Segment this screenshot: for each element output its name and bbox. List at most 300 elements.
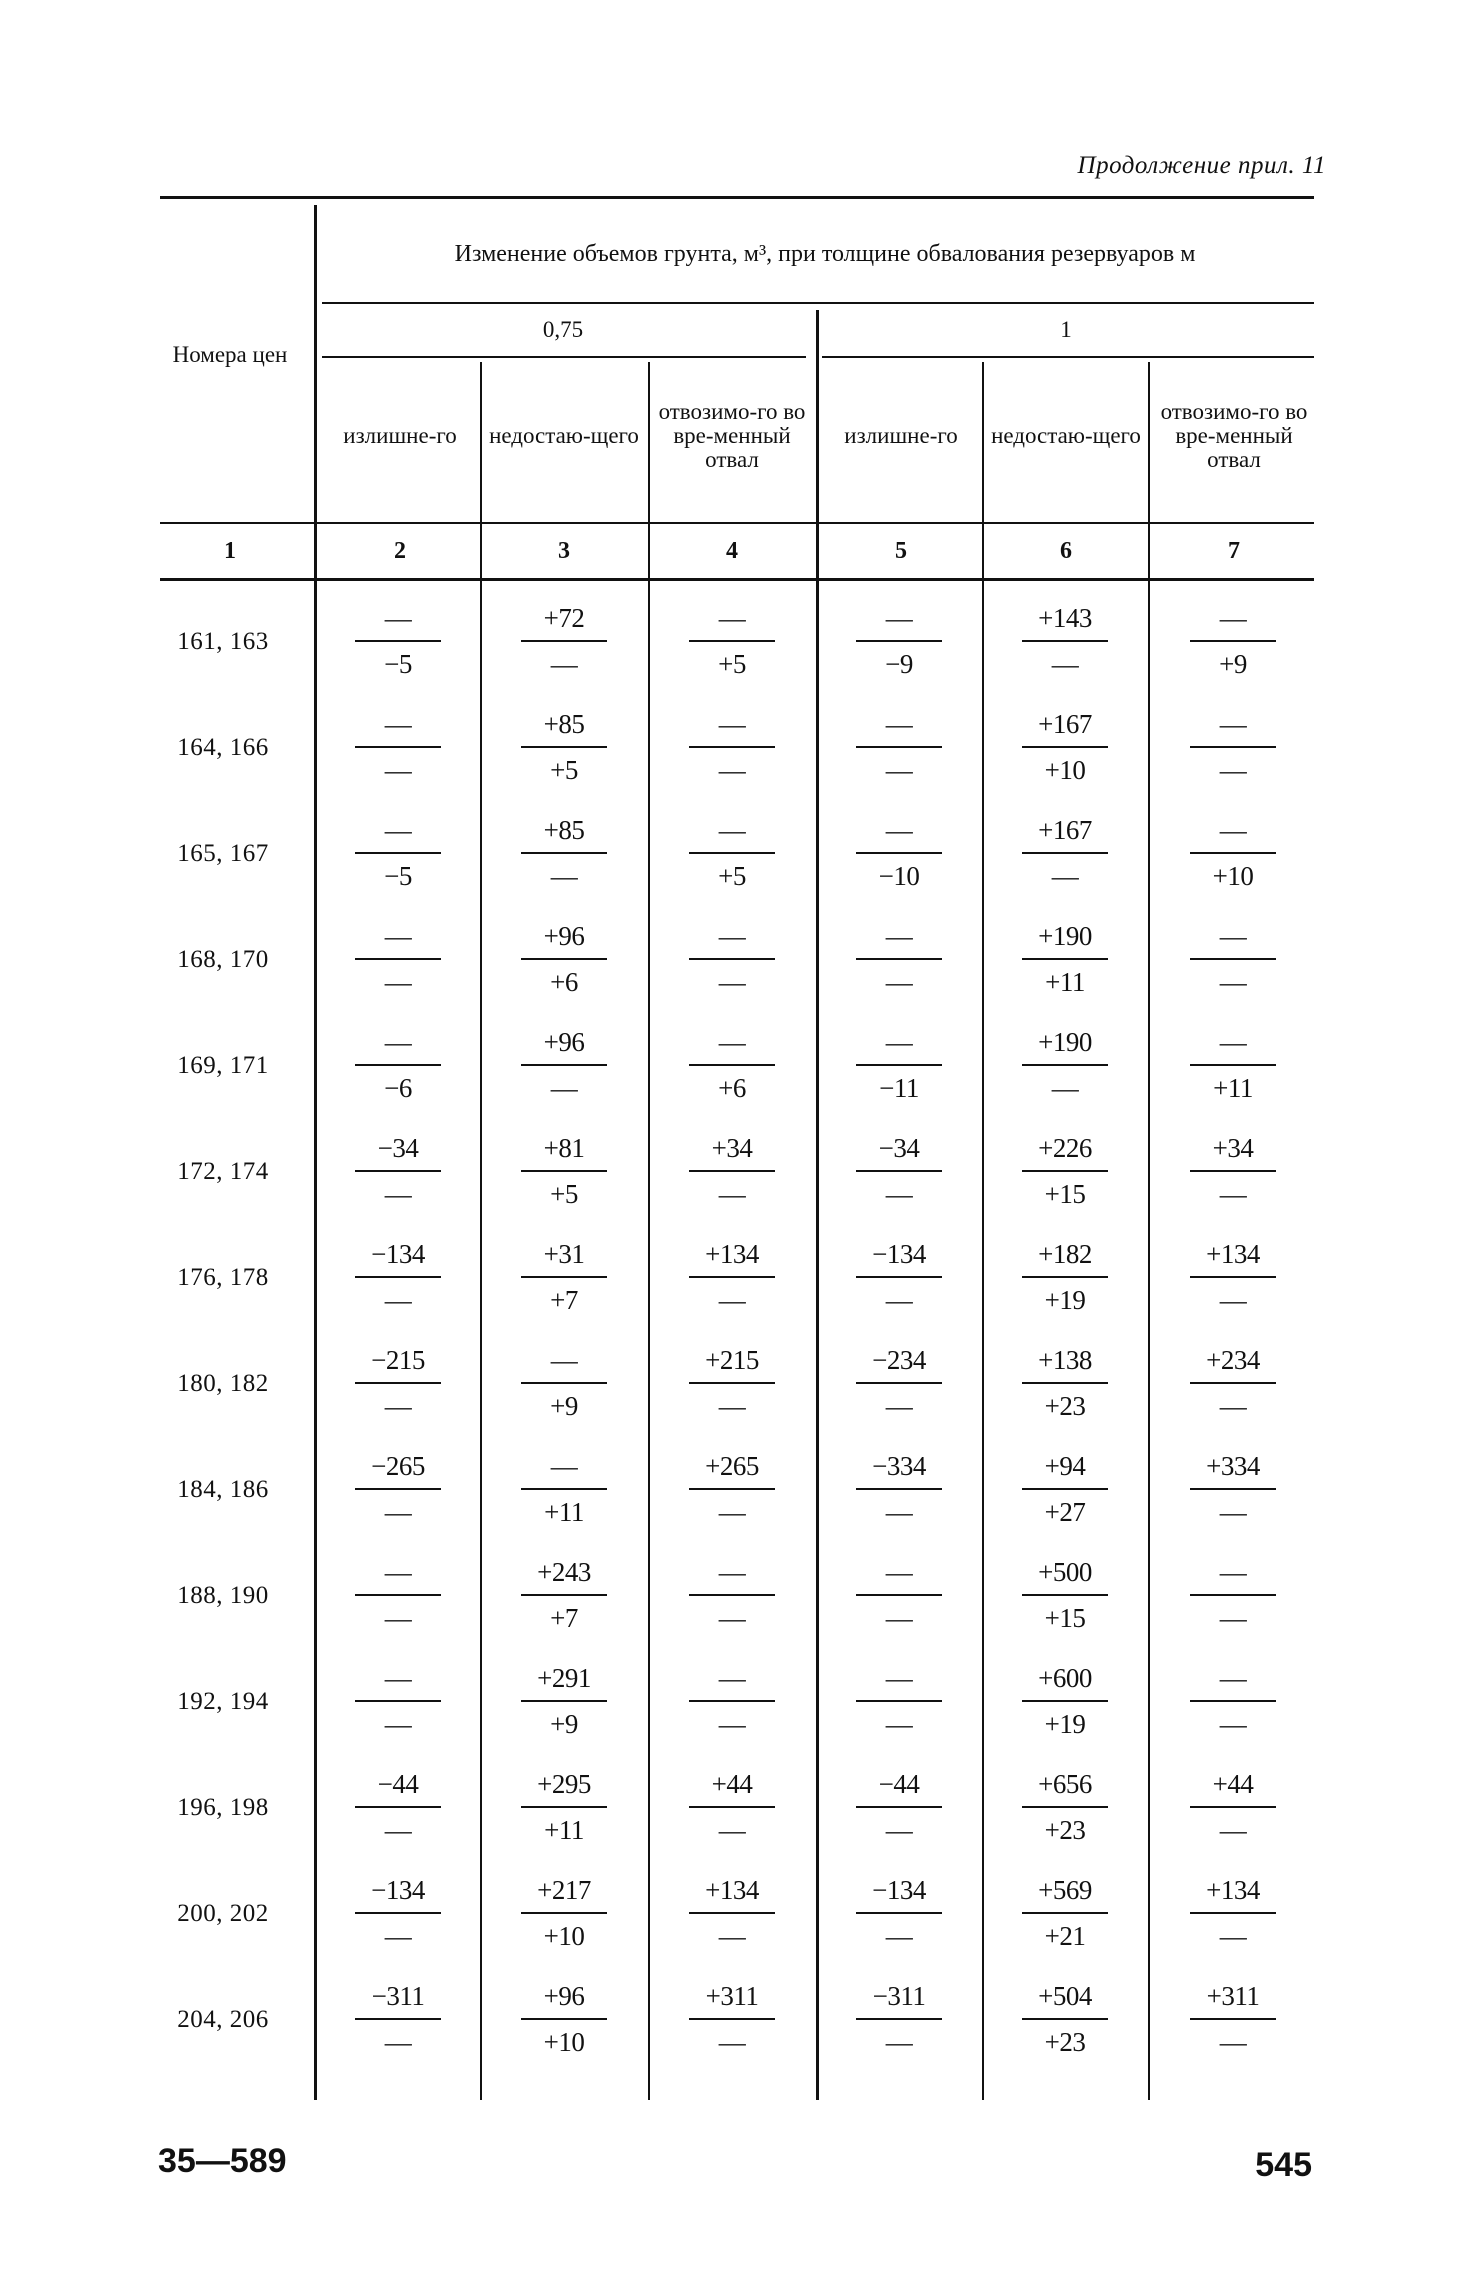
- cell-denominator: +11: [1045, 967, 1085, 997]
- fraction-bar: [355, 1276, 441, 1278]
- cell-denominator: —: [1219, 755, 1247, 785]
- cell-numerator: +243: [537, 1557, 591, 1587]
- cell-numerator: +311: [705, 1981, 759, 2011]
- cell-denominator: +7: [550, 1603, 578, 1633]
- cell-numerator: −134: [371, 1239, 425, 1269]
- fraction-bar: [689, 1806, 775, 1808]
- fraction-bar: [521, 1170, 607, 1172]
- cell-numerator: —: [1219, 815, 1247, 845]
- cell-numerator: —: [384, 1663, 412, 1693]
- cell-numerator: −44: [878, 1769, 920, 1799]
- row-label-header: Номера цен: [172, 341, 288, 367]
- cell-denominator: +10: [543, 2027, 585, 2057]
- cell-denominator: —: [1051, 649, 1079, 679]
- fraction-bar: [856, 958, 942, 960]
- cell-denominator: —: [1219, 1179, 1247, 1209]
- cell-denominator: —: [1219, 1921, 1247, 1951]
- cell-numerator: +182: [1038, 1239, 1092, 1269]
- fraction-bar: [355, 1912, 441, 1914]
- cell-numerator: +167: [1038, 709, 1092, 739]
- cell-denominator: —: [885, 967, 913, 997]
- fraction-cell: [856, 707, 942, 789]
- row-label: 168, 170: [177, 946, 269, 973]
- column-number-7: 7: [1228, 538, 1240, 565]
- fraction-bar: [1022, 1700, 1108, 1702]
- fraction-cell: [1190, 601, 1276, 683]
- cell-denominator: +19: [1044, 1285, 1086, 1315]
- fraction-cell: [856, 1343, 942, 1425]
- cell-denominator: —: [1219, 1603, 1247, 1633]
- cell-denominator: +5: [550, 1179, 578, 1209]
- column-number-5: 5: [895, 538, 907, 565]
- fraction-cell: [355, 1873, 441, 1955]
- continuation-label: Продолжение прил. 11: [1077, 152, 1326, 179]
- fraction-cell: [355, 919, 441, 1001]
- cell-numerator: —: [718, 603, 746, 633]
- cell-numerator: +34: [1212, 1133, 1254, 1163]
- fraction-cell: [1190, 919, 1276, 1001]
- fraction-bar: [521, 958, 607, 960]
- cell-denominator: +5: [550, 755, 578, 785]
- cell-numerator: −134: [371, 1875, 425, 1905]
- cell-numerator: —: [718, 709, 746, 739]
- fraction-bar: [689, 1276, 775, 1278]
- fraction-bar: [856, 640, 942, 642]
- fraction-cell: [521, 1873, 607, 1955]
- cell-numerator: +143: [1038, 603, 1092, 633]
- page-number: 545: [1255, 2146, 1312, 2184]
- cell-numerator: +226: [1038, 1133, 1092, 1163]
- cell-denominator: +5: [718, 861, 746, 891]
- fraction-bar: [689, 1170, 775, 1172]
- cell-denominator: —: [384, 2027, 412, 2057]
- cell-denominator: —: [1219, 2027, 1247, 2057]
- fraction-bar: [521, 1594, 607, 1596]
- fraction-bar: [689, 1064, 775, 1066]
- fraction-cell: [856, 813, 942, 895]
- fraction-bar: [521, 852, 607, 854]
- vrule-2: [480, 362, 482, 2100]
- cell-numerator: —: [1219, 709, 1247, 739]
- cell-numerator: −44: [377, 1769, 419, 1799]
- fraction-bar: [355, 1064, 441, 1066]
- fraction-cell: [355, 1661, 441, 1743]
- cell-numerator: —: [1219, 921, 1247, 951]
- fraction-cell: [689, 1131, 775, 1213]
- row-label: 196, 198: [177, 1794, 269, 1821]
- cell-numerator: −311: [872, 1981, 926, 2011]
- cell-numerator: —: [384, 603, 412, 633]
- fraction-cell: [1190, 1661, 1276, 1743]
- cell-denominator: —: [384, 1285, 412, 1315]
- row-label: 176, 178: [177, 1264, 269, 1291]
- fraction-cell: [1022, 1025, 1108, 1107]
- column-number-1: 1: [224, 538, 236, 565]
- fraction-cell: [689, 601, 775, 683]
- cell-numerator: +72: [543, 603, 585, 633]
- rule-column-numbers-bottom: [160, 578, 1314, 581]
- fraction-bar: [521, 1806, 607, 1808]
- cell-denominator: —: [885, 1709, 913, 1739]
- subcol-header-5: излишне-го: [844, 422, 958, 448]
- cell-denominator: +9: [1219, 649, 1247, 679]
- fraction-cell: [1022, 1237, 1108, 1319]
- cell-numerator: −34: [377, 1133, 419, 1163]
- fraction-cell: [689, 707, 775, 789]
- fraction-cell: [521, 1767, 607, 1849]
- cell-denominator: —: [885, 755, 913, 785]
- cell-denominator: −11: [879, 1073, 919, 1103]
- column-number-3: 3: [558, 538, 570, 565]
- cell-denominator: —: [885, 1391, 913, 1421]
- vrule-3: [648, 362, 650, 2100]
- cell-denominator: +11: [544, 1815, 584, 1845]
- cell-numerator: —: [1219, 1663, 1247, 1693]
- cell-denominator: —: [384, 1179, 412, 1209]
- cell-denominator: +11: [1213, 1073, 1253, 1103]
- fraction-cell: [1190, 1237, 1276, 1319]
- cell-denominator: −10: [878, 861, 920, 891]
- cell-numerator: —: [1219, 1027, 1247, 1057]
- vrule-4: [816, 310, 819, 2100]
- fraction-cell: [856, 601, 942, 683]
- fraction-cell: [355, 1555, 441, 1637]
- fraction-cell: [689, 1237, 775, 1319]
- cell-numerator: +190: [1038, 921, 1092, 951]
- cell-denominator: —: [718, 1709, 746, 1739]
- cell-denominator: —: [1219, 1391, 1247, 1421]
- fraction-cell: [1022, 1661, 1108, 1743]
- fraction-bar: [689, 746, 775, 748]
- group-header-075: 0,75: [542, 316, 584, 342]
- fraction-cell: [521, 1661, 607, 1743]
- row-label: 172, 174: [177, 1158, 269, 1185]
- fraction-cell: [355, 1767, 441, 1849]
- row-label: 188, 190: [177, 1582, 269, 1609]
- cell-denominator: —: [718, 755, 746, 785]
- fraction-bar: [856, 1276, 942, 1278]
- fraction-bar: [1022, 1806, 1108, 1808]
- fraction-cell: [1190, 813, 1276, 895]
- fraction-bar: [1190, 1806, 1276, 1808]
- cell-numerator: −134: [872, 1875, 926, 1905]
- cell-numerator: +96: [543, 921, 585, 951]
- fraction-cell: [1022, 1979, 1108, 2061]
- row-label: 200, 202: [177, 1900, 269, 1927]
- fraction-bar: [521, 1064, 607, 1066]
- fraction-cell: [355, 707, 441, 789]
- fraction-bar: [689, 852, 775, 854]
- fraction-bar: [1022, 1912, 1108, 1914]
- cell-numerator: —: [718, 1027, 746, 1057]
- rule-top: [160, 196, 1314, 199]
- fraction-cell: [689, 1555, 775, 1637]
- cell-numerator: +44: [1212, 1769, 1254, 1799]
- fraction-bar: [521, 1276, 607, 1278]
- cell-denominator: −5: [384, 649, 412, 679]
- cell-numerator: —: [384, 709, 412, 739]
- cell-numerator: +190: [1038, 1027, 1092, 1057]
- fraction-cell: [521, 919, 607, 1001]
- fraction-cell: [1022, 1449, 1108, 1531]
- cell-numerator: +295: [537, 1769, 591, 1799]
- cell-denominator: +9: [550, 1709, 578, 1739]
- cell-numerator: —: [718, 1663, 746, 1693]
- fraction-bar: [856, 2018, 942, 2020]
- cell-denominator: —: [718, 1921, 746, 1951]
- fraction-cell: [856, 1873, 942, 1955]
- fraction-cell: [1190, 1555, 1276, 1637]
- fraction-cell: [689, 813, 775, 895]
- fraction-cell: [1190, 1979, 1276, 2061]
- cell-denominator: —: [718, 1497, 746, 1527]
- cell-denominator: —: [384, 755, 412, 785]
- fraction-bar: [521, 1488, 607, 1490]
- cell-denominator: +27: [1044, 1497, 1086, 1527]
- cell-numerator: −234: [872, 1345, 926, 1375]
- cell-denominator: +15: [1044, 1179, 1086, 1209]
- fraction-bar: [1022, 852, 1108, 854]
- fraction-cell: [521, 1343, 607, 1425]
- fraction-cell: [1022, 1343, 1108, 1425]
- fraction-cell: [355, 601, 441, 683]
- cell-numerator: +265: [705, 1451, 759, 1481]
- cell-denominator: —: [1219, 1709, 1247, 1739]
- fraction-cell: [1022, 1555, 1108, 1637]
- cell-numerator: —: [384, 1027, 412, 1057]
- cell-denominator: +23: [1044, 2027, 1086, 2057]
- cell-denominator: —: [885, 1603, 913, 1633]
- cell-denominator: —: [550, 649, 578, 679]
- cell-numerator: +94: [1044, 1451, 1086, 1481]
- fraction-bar: [689, 640, 775, 642]
- fraction-bar: [1022, 958, 1108, 960]
- fraction-bar: [1190, 1170, 1276, 1172]
- fraction-cell: [355, 1131, 441, 1213]
- fraction-cell: [355, 1449, 441, 1531]
- fraction-bar: [689, 1488, 775, 1490]
- cell-numerator: —: [885, 1027, 913, 1057]
- fraction-bar: [1190, 1594, 1276, 1596]
- cell-denominator: +10: [1212, 861, 1254, 891]
- fraction-bar: [355, 640, 441, 642]
- fraction-bar: [1190, 958, 1276, 960]
- column-number-4: 4: [726, 538, 738, 565]
- fraction-bar: [689, 1912, 775, 1914]
- cell-numerator: —: [550, 1451, 578, 1481]
- cell-numerator: +504: [1038, 1981, 1092, 2011]
- fraction-cell: [856, 1237, 942, 1319]
- cell-numerator: —: [550, 1345, 578, 1375]
- cell-denominator: +6: [550, 967, 578, 997]
- fraction-bar: [856, 1488, 942, 1490]
- fraction-bar: [1190, 1912, 1276, 1914]
- cell-numerator: +85: [543, 815, 585, 845]
- fraction-bar: [1190, 746, 1276, 748]
- cell-numerator: +44: [711, 1769, 753, 1799]
- fraction-cell: [689, 1767, 775, 1849]
- fraction-bar: [355, 852, 441, 854]
- cell-numerator: −215: [371, 1345, 425, 1375]
- fraction-bar: [355, 1488, 441, 1490]
- fraction-cell: [856, 1555, 942, 1637]
- cell-denominator: —: [384, 1603, 412, 1633]
- cell-numerator: +217: [537, 1875, 591, 1905]
- cell-numerator: —: [885, 1663, 913, 1693]
- subcol-header-7: отвозимо-го во вре-менный отвал: [1160, 398, 1308, 473]
- rule-under-group-left: [322, 356, 806, 358]
- cell-denominator: —: [550, 861, 578, 891]
- cell-numerator: +500: [1038, 1557, 1092, 1587]
- cell-numerator: +81: [543, 1133, 585, 1163]
- fraction-cell: [1022, 1767, 1108, 1849]
- fraction-cell: [355, 813, 441, 895]
- cell-numerator: —: [1219, 1557, 1247, 1587]
- cell-denominator: —: [1219, 1285, 1247, 1315]
- cell-numerator: +85: [543, 709, 585, 739]
- subcol-header-2: излишне-го: [343, 422, 457, 448]
- cell-numerator: +96: [543, 1981, 585, 2011]
- fraction-cell: [856, 1767, 942, 1849]
- cell-numerator: —: [384, 815, 412, 845]
- cell-numerator: —: [718, 921, 746, 951]
- cell-numerator: —: [718, 1557, 746, 1587]
- cell-numerator: +134: [705, 1875, 759, 1905]
- fraction-bar: [1022, 1170, 1108, 1172]
- row-label: 204, 206: [177, 2006, 269, 2033]
- fraction-cell: [355, 1237, 441, 1319]
- cell-denominator: +10: [543, 1921, 585, 1951]
- fraction-cell: [1190, 1767, 1276, 1849]
- vrule-5: [982, 362, 984, 2100]
- fraction-cell: [689, 1661, 775, 1743]
- fraction-cell: [1022, 707, 1108, 789]
- signature-mark: 35—589: [158, 2142, 287, 2180]
- cell-numerator: —: [718, 815, 746, 845]
- fraction-bar: [1022, 1594, 1108, 1596]
- fraction-bar: [689, 2018, 775, 2020]
- fraction-cell: [355, 1343, 441, 1425]
- fraction-cell: [1190, 1449, 1276, 1531]
- cell-denominator: +19: [1044, 1709, 1086, 1739]
- fraction-bar: [856, 1382, 942, 1384]
- cell-denominator: +23: [1044, 1815, 1086, 1845]
- cell-denominator: —: [718, 1285, 746, 1315]
- fraction-cell: [521, 1237, 607, 1319]
- cell-denominator: —: [885, 1497, 913, 1527]
- cell-numerator: +96: [543, 1027, 585, 1057]
- cell-numerator: −265: [371, 1451, 425, 1481]
- cell-denominator: —: [885, 2027, 913, 2057]
- fraction-bar: [521, 746, 607, 748]
- column-number-6: 6: [1060, 538, 1072, 565]
- cell-numerator: —: [885, 709, 913, 739]
- fraction-bar: [521, 1382, 607, 1384]
- fraction-cell: [355, 1979, 441, 2061]
- cell-numerator: +334: [1206, 1451, 1260, 1481]
- fraction-cell: [521, 1449, 607, 1531]
- cell-numerator: +134: [1206, 1239, 1260, 1269]
- fraction-cell: [521, 601, 607, 683]
- cell-denominator: —: [1051, 861, 1079, 891]
- cell-denominator: +15: [1044, 1603, 1086, 1633]
- fraction-bar: [856, 1064, 942, 1066]
- column-number-2: 2: [394, 538, 406, 565]
- cell-denominator: —: [718, 967, 746, 997]
- fraction-cell: [689, 1025, 775, 1107]
- fraction-bar: [856, 1700, 942, 1702]
- fraction-cell: [521, 1555, 607, 1637]
- fraction-bar: [856, 852, 942, 854]
- fraction-bar: [689, 958, 775, 960]
- fraction-cell: [1022, 919, 1108, 1001]
- fraction-bar: [1022, 2018, 1108, 2020]
- subcol-header-6: недостаю-щего: [991, 422, 1141, 448]
- rule-under-title: [322, 302, 1314, 304]
- fraction-cell: [1190, 1343, 1276, 1425]
- row-label: 161, 163: [177, 628, 269, 655]
- fraction-bar: [355, 958, 441, 960]
- fraction-bar: [1190, 1276, 1276, 1278]
- cell-numerator: +291: [537, 1663, 591, 1693]
- cell-denominator: —: [384, 1391, 412, 1421]
- fraction-cell: [689, 1343, 775, 1425]
- fraction-bar: [521, 1700, 607, 1702]
- cell-denominator: —: [885, 1285, 913, 1315]
- fraction-bar: [1190, 1064, 1276, 1066]
- cell-numerator: +600: [1038, 1663, 1092, 1693]
- cell-denominator: +10: [1044, 755, 1086, 785]
- cell-numerator: —: [885, 603, 913, 633]
- row-label: 165, 167: [177, 840, 269, 867]
- cell-denominator: +11: [544, 1497, 584, 1527]
- fraction-bar: [355, 2018, 441, 2020]
- fraction-bar: [355, 1382, 441, 1384]
- cell-numerator: −34: [878, 1133, 920, 1163]
- cell-denominator: —: [550, 1073, 578, 1103]
- cell-numerator: +569: [1038, 1875, 1092, 1905]
- cell-denominator: —: [885, 1179, 913, 1209]
- cell-numerator: −311: [371, 1981, 425, 2011]
- cell-numerator: —: [1219, 603, 1247, 633]
- fraction-cell: [856, 1131, 942, 1213]
- vrule-6: [1148, 362, 1150, 2100]
- fraction-bar: [1190, 2018, 1276, 2020]
- cell-denominator: —: [718, 1391, 746, 1421]
- cell-denominator: +6: [718, 1073, 746, 1103]
- cell-numerator: +215: [705, 1345, 759, 1375]
- cell-denominator: —: [384, 1921, 412, 1951]
- cell-denominator: —: [384, 1497, 412, 1527]
- cell-denominator: —: [718, 1815, 746, 1845]
- cell-denominator: −6: [384, 1073, 412, 1103]
- fraction-bar: [1022, 1382, 1108, 1384]
- cell-denominator: —: [1051, 1073, 1079, 1103]
- fraction-cell: [1190, 1131, 1276, 1213]
- fraction-cell: [856, 1025, 942, 1107]
- cell-numerator: —: [384, 921, 412, 951]
- cell-denominator: +23: [1044, 1391, 1086, 1421]
- fraction-cell: [1022, 1131, 1108, 1213]
- fraction-cell: [689, 1873, 775, 1955]
- fraction-bar: [856, 1806, 942, 1808]
- cell-denominator: +7: [550, 1285, 578, 1315]
- rule-under-group-right: [822, 356, 1314, 358]
- fraction-cell: [521, 1979, 607, 2061]
- cell-numerator: —: [885, 921, 913, 951]
- fraction-bar: [689, 1594, 775, 1596]
- fraction-bar: [689, 1700, 775, 1702]
